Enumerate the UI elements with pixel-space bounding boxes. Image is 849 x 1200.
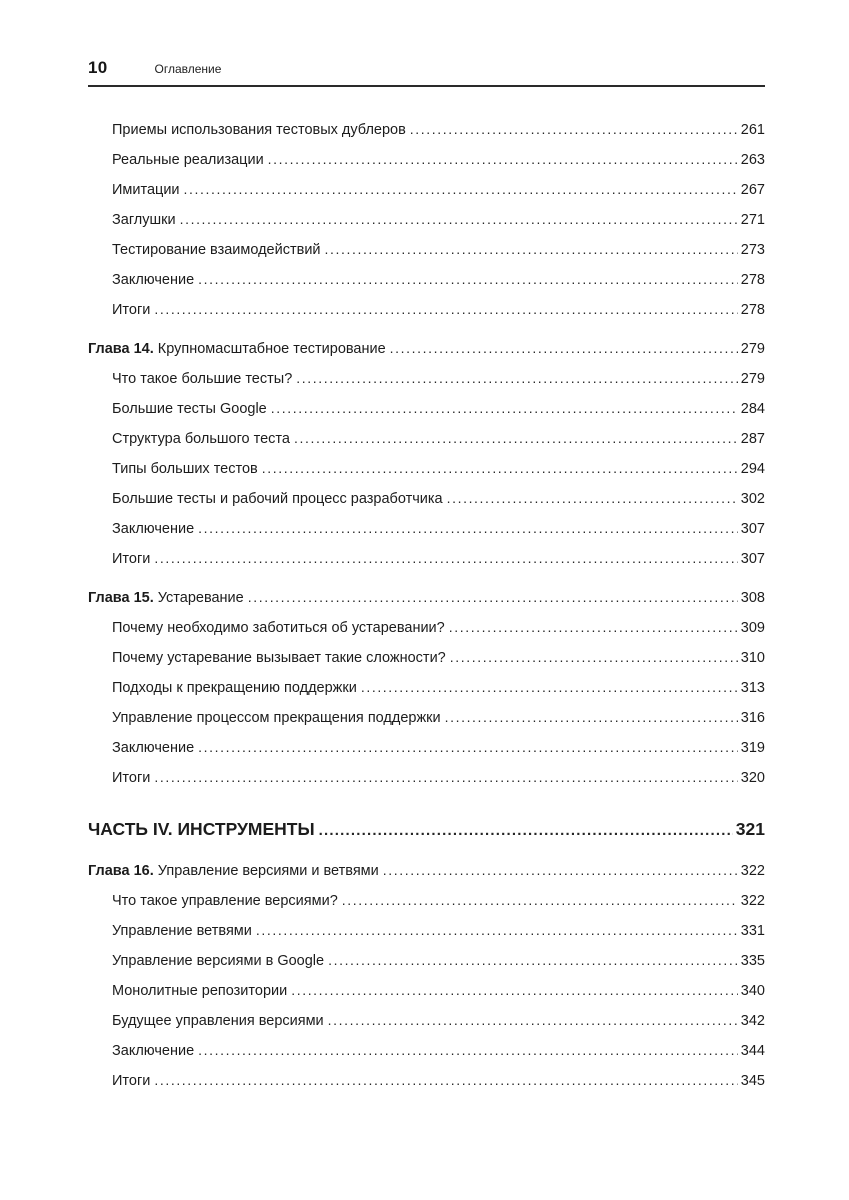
toc-entry	[88, 582, 765, 612]
toc-leader-dots	[410, 114, 738, 145]
toc-entry-prefix: Глава 15.	[88, 590, 158, 606]
toc-entry-label: Глава 15. Устаревание	[88, 590, 244, 606]
toc-entry-label: Приемы использования тестовых дублеров	[112, 122, 406, 138]
toc-entry-label: Большие тесты Google	[112, 401, 267, 417]
toc-leader-dots	[268, 144, 738, 175]
toc-leader-dots	[262, 453, 738, 484]
toc-leader-dots	[154, 1065, 737, 1096]
toc-entry-page: 309	[740, 620, 765, 636]
toc-entry	[88, 762, 765, 792]
toc-leader-dots	[198, 1035, 738, 1066]
toc-entry-label: Что такое управление версиями?	[112, 893, 338, 909]
toc-entry-page: 321	[735, 819, 765, 839]
toc-entry	[88, 975, 765, 1005]
toc-entry-page: 279	[740, 371, 765, 387]
toc-entry-page: 310	[740, 650, 765, 666]
toc-entry-label: Заключение	[112, 272, 195, 288]
toc-leader-dots	[449, 612, 738, 643]
toc-entry	[88, 453, 765, 483]
toc-entry-label: Заключение	[112, 1043, 195, 1059]
toc-entry-page: 307	[740, 551, 765, 567]
toc-entry-page: 278	[740, 272, 765, 288]
toc-leader-dots	[291, 975, 738, 1006]
toc-entry-label: Управление процессом прекращения поддержки	[112, 710, 441, 726]
toc-leader-dots	[184, 174, 738, 205]
toc-entry-label: Подходы к прекращению поддержки	[112, 680, 357, 696]
toc-entry-page: 313	[740, 680, 765, 696]
toc-leader-dots	[447, 483, 738, 514]
toc-leader-dots	[198, 513, 738, 544]
toc-entry	[88, 612, 765, 642]
toc-entry-page: 287	[740, 431, 765, 447]
toc-entry-label: Итоги	[112, 770, 151, 786]
running-title: Оглавление	[154, 62, 222, 76]
toc-entry-page: 271	[740, 212, 765, 228]
toc-entry-page: 308	[740, 590, 765, 606]
toc-leader-dots	[450, 642, 738, 673]
toc-leader-dots	[198, 264, 738, 295]
toc-entry	[88, 483, 765, 513]
toc-entry-page: 294	[740, 461, 765, 477]
toc-entry	[88, 732, 765, 762]
toc-entry	[88, 513, 765, 543]
toc-entry	[88, 264, 765, 294]
toc-entry-page: 322	[740, 893, 765, 909]
toc-entry-page: 261	[740, 122, 765, 138]
toc-entry-page: 279	[740, 341, 765, 357]
toc-entry	[88, 855, 765, 885]
toc-entry-page: 284	[740, 401, 765, 417]
toc-entry-page: 344	[740, 1043, 765, 1059]
toc-entry	[88, 812, 765, 846]
toc-entry-label: Тестирование взаимодействий	[112, 242, 321, 258]
toc-entry-label: Почему необходимо заботиться об устаревании?	[112, 620, 445, 636]
toc-leader-dots	[342, 885, 738, 916]
toc-entry	[88, 543, 765, 573]
toc-leader-dots	[154, 294, 737, 325]
page-header	[88, 58, 765, 87]
toc-entry	[88, 114, 765, 144]
toc-entry	[88, 672, 765, 702]
toc-leader-dots	[294, 423, 738, 454]
toc-entry-page: 322	[740, 863, 765, 879]
toc-leader-dots	[296, 363, 738, 394]
toc-entry-page: 331	[740, 923, 765, 939]
toc-entry	[88, 393, 765, 423]
toc-leader-dots	[180, 204, 738, 235]
toc-entry-label: Большие тесты и рабочий процесс разработчика	[112, 491, 443, 507]
toc-entry-page: 278	[740, 302, 765, 318]
toc-leader-dots	[328, 945, 738, 976]
toc-entry	[88, 1005, 765, 1035]
toc-entry	[88, 333, 765, 363]
toc-leader-dots	[271, 393, 738, 424]
toc-entry	[88, 702, 765, 732]
toc-entry-page: 267	[740, 182, 765, 198]
toc-entry-page: 263	[740, 152, 765, 168]
toc-entry-page: 302	[740, 491, 765, 507]
toc-entry-label: Структура большого теста	[112, 431, 290, 447]
toc-entry-label: Монолитные репозитории	[112, 983, 288, 999]
toc-entry-label: Имитации	[112, 182, 180, 198]
toc-entry-page: 320	[740, 770, 765, 786]
toc-entry-label: Управление версиями в Google	[112, 953, 325, 969]
toc-entry-label: Будущее управления версиями	[112, 1013, 324, 1029]
toc-list	[88, 114, 765, 1095]
toc-entry	[88, 423, 765, 453]
toc-leader-dots	[325, 234, 738, 265]
toc-entry	[88, 234, 765, 264]
toc-entry-prefix: Глава 14.	[88, 341, 158, 357]
toc-entry	[88, 945, 765, 975]
toc-entry	[88, 915, 765, 945]
toc-entry-label: Итоги	[112, 1073, 151, 1089]
toc-entry-page: 316	[740, 710, 765, 726]
toc-entry	[88, 294, 765, 324]
toc-entry-page: 335	[740, 953, 765, 969]
toc-entry	[88, 174, 765, 204]
toc-leader-dots	[361, 672, 738, 703]
toc-entry-page: 273	[740, 242, 765, 258]
toc-leader-dots	[328, 1005, 738, 1036]
toc-entry-page: 342	[740, 1013, 765, 1029]
toc-leader-dots	[383, 855, 738, 886]
toc-leader-dots	[319, 812, 733, 848]
toc-entry-label: Глава 16. Управление версиями и ветвями	[88, 863, 379, 879]
toc-leader-dots	[390, 333, 738, 364]
toc-entry-label: Что такое большие тесты?	[112, 371, 293, 387]
toc-entry	[88, 885, 765, 915]
toc-leader-dots	[154, 762, 737, 793]
toc-entry-page: 340	[740, 983, 765, 999]
toc-entry-label: Заглушки	[112, 212, 176, 228]
toc-leader-dots	[248, 582, 738, 613]
toc-entry-page: 319	[740, 740, 765, 756]
toc-entry	[88, 363, 765, 393]
toc-entry-label: Глава 14. Крупномасштабное тестирование	[88, 341, 386, 357]
toc-entry	[88, 642, 765, 672]
toc-entry	[88, 204, 765, 234]
toc-leader-dots	[154, 543, 737, 574]
toc-entry-label: Типы больших тестов	[112, 461, 258, 477]
toc-entry-label: Заключение	[112, 740, 195, 756]
toc-entry-label: Итоги	[112, 302, 151, 318]
toc-entry-label: Почему устаревание вызывает такие сложности?	[112, 650, 446, 666]
toc-entry-label: Итоги	[112, 551, 151, 567]
folio-page-number: 10	[88, 58, 108, 77]
toc-leader-dots	[198, 732, 738, 763]
toc-entry	[88, 1065, 765, 1095]
toc-entry-page: 345	[740, 1073, 765, 1089]
toc-entry-page: 307	[740, 521, 765, 537]
toc-leader-dots	[445, 702, 738, 733]
toc-entry	[88, 144, 765, 174]
toc-entry-label: Управление ветвями	[112, 923, 252, 939]
toc-entry-label: ЧАСТЬ IV. ИНСТРУМЕНТЫ	[88, 819, 315, 839]
toc-entry-prefix: Глава 16.	[88, 863, 158, 879]
toc-leader-dots	[256, 915, 738, 946]
toc-entry	[88, 1035, 765, 1065]
toc-entry-label: Заключение	[112, 521, 195, 537]
toc-entry-label: Реальные реализации	[112, 152, 264, 168]
